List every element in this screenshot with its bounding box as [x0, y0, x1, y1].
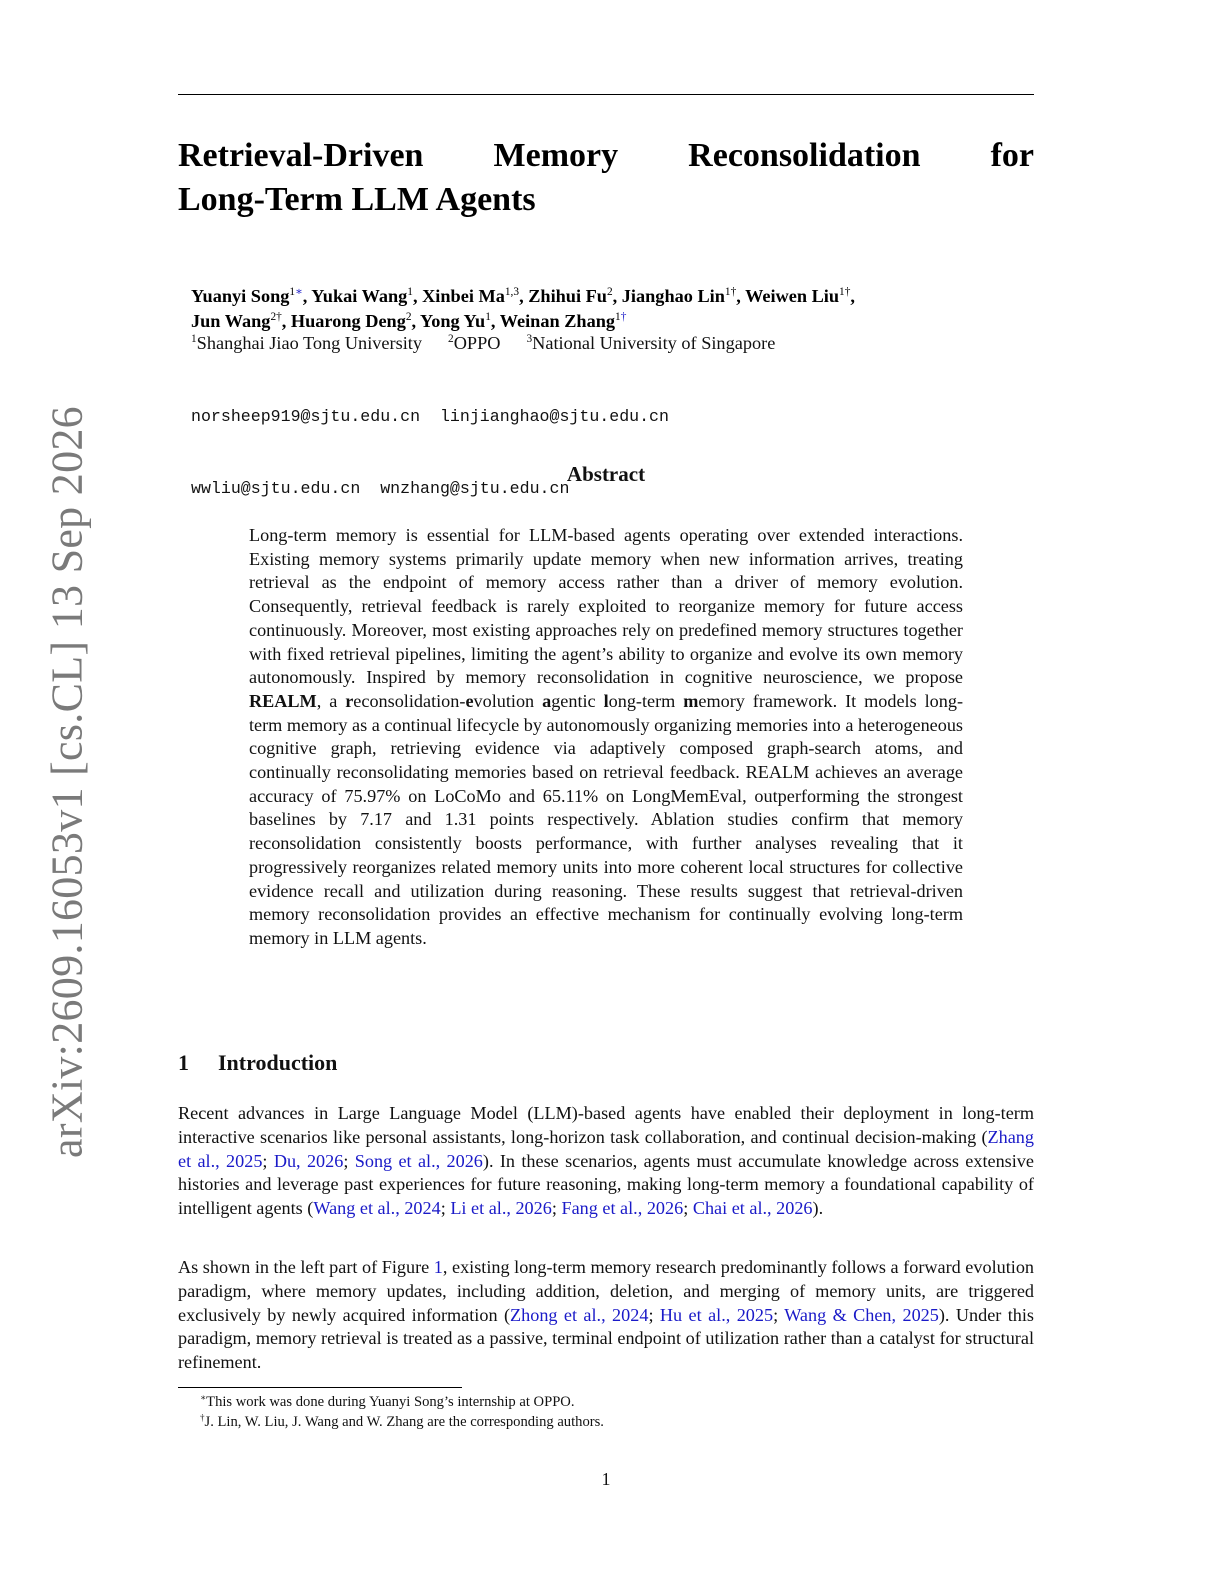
paragraph-text: ). [812, 1198, 824, 1219]
author-separator: , [490, 311, 500, 331]
author-name[interactable]: Xinbei Ma [422, 286, 505, 306]
affiliations [191, 331, 775, 355]
acronym-letter: a [542, 690, 552, 711]
author-name[interactable]: Jun Wang [191, 311, 271, 331]
abstract-body: Long-term memory is essential for LLM-based agents operating over extended interactions. Existing memory systems primarily update memory when new information arrives, treating retrieval as the endpoint of memory access rather than a driver of memory evolution. Consequently, retrieval feedback is rarely exploited to reorganize memory for future access continuously. Moreover, most existing approaches rely on predefined memory structures together with fixed retrieval pipelines, limiting the agent’s ability to organize and evolve its own memory autonomously. Inspired by memory reconsolidation in cognitive neuroscience, we propose REALM, a reconsolidation-evolution agentic long-term memory framework. It models long-term memory as a continual lifecycle by autonomously organizing memories into a heterogeneous cognitive graph, retrieving evidence via adaptively composed graph-search atoms, and continually reconsolidating memories based on retrieval feedback. REALM achieves an average accuracy of 75.97% on LoCoMo and 65.11% on LongMemEval, outperforming the strongest baselines by 7.17 and 1.31 points respectively. Ablation studies confirm that memory reconsolidation consistently boosts performance, with further analyses revealing that it progressively reorganizes related memory units into more coherent local structures for collective evidence recall and utilization during reasoning. These results suggest that retrieval-driven memory reconsolidation provides an effective mechanism for continually evolving long-term memory in LLM agents. [249, 525, 963, 948]
author-list [191, 284, 1051, 334]
author-row-1 [191, 284, 1051, 309]
affiliation-name: Shanghai Jiao Tong University [196, 333, 423, 353]
author-name[interactable]: Yong Yu [420, 311, 486, 331]
acronym-letter: m [683, 690, 699, 711]
footnote-link[interactable]: ∗ [295, 285, 303, 298]
affiliation-number: 2 [448, 332, 454, 345]
footnote-text: This work was done during Yuanyi Song’s internship at OPPO. [206, 1394, 575, 1410]
paper-title [178, 134, 1034, 222]
author-affiliation-mark: 1,3 [504, 285, 520, 298]
author-affiliation-mark: 2 [606, 285, 613, 298]
acronym-word-rest: volution [473, 690, 543, 711]
footnotes [200, 1392, 604, 1432]
acronym-expansion: a reconsolidation-evolution agentic long-term memory framework. [329, 690, 838, 711]
footnote [200, 1392, 604, 1412]
abstract-text-part-2: It models long-term memory as a continual lifecycle by autonomously organizing memories into a heterogeneous cognitive graph, retrieving evidence via adaptively composed graph-search atoms, and continually reconsolidating memories based on retrieval feedback. REALM achieves an average accuracy of 75.97% on LoCoMo and 65.11% on LongMemEval, outperforming the strongest baselines by 7.17 and 1.31 points respectively. Ablation studies confirm that memory reconsolidation consistently boosts performance, with further analyses revealing that it progressively reorganizes related memory units into more coherent local structures for collective evidence recall and utilization during reasoning. These results suggest that retrieval-driven memory reconsolidation provides an effective mechanism for continually evolving long-term memory in LLM agents. [249, 690, 963, 948]
page-number: 1 [601, 1469, 611, 1489]
title-word: for [990, 137, 1034, 174]
paragraph-text: , existing long-term memory research predominantly follows a forward evolution paradigm, where memory updates, including addition, deletion, and merging of memory units, are triggered exclusively by newly acquired information ( [178, 1257, 1035, 1325]
footnote [200, 1412, 604, 1432]
author-affiliation-mark: 1† [839, 285, 851, 298]
footnote-text: J. Lin, W. Liu, J. Wang and W. Zhang are the corresponding authors. [204, 1414, 604, 1430]
author-name[interactable]: Yuanyi Song [191, 286, 290, 306]
intro-paragraph-1 [178, 1102, 1034, 1221]
top-rule [178, 94, 1034, 95]
paragraph-text: ). Under this paradigm, memory retrieval is treated as a passive, terminal endpoint of utilization rather than a catalyst for structural refinement. [178, 1304, 1034, 1373]
affiliation-number: 1 [191, 332, 197, 345]
paragraph-text: Recent advances in Large Language Model (LLM)-based agents have enabled their deployment in long-term interactive scenarios like personal assistants, long-horizon task collaboration, and continual decision-making ( [178, 1103, 1034, 1147]
affiliation-number: 3 [526, 332, 533, 345]
citation-link[interactable]: Zhong et al., 2024 [510, 1304, 649, 1325]
author-separator: , [736, 286, 746, 306]
citation-link[interactable]: Fang et al., 2026 [561, 1198, 684, 1219]
title-line-1 [178, 134, 1034, 178]
citation-link[interactable]: Wang et al., 2024 [313, 1198, 441, 1219]
abstract-heading: Abstract [566, 462, 646, 486]
abstract-text-part-1: Long-term memory is essential for LLM-based agents operating over extended interactions. Existing memory systems primarily update memory when new information arrives, treating retrieval as the endpoint of memory access rather than a driver of memory evolution. Consequently, retrieval feedback is rarely exploited to reorganize memory for future access continuously. Moreover, most existing approaches rely on predefined memory structures together with fixed retrieval pipelines, limiting the agent’s ability to organize and evolve its own memory autonomously. Inspired by memory reconsolidation in cognitive neuroscience, we propose [249, 525, 963, 688]
paragraph-text: ; [551, 1198, 562, 1219]
paragraph-text: ; [440, 1198, 451, 1219]
paragraph-text: ; [683, 1198, 693, 1219]
title-word: Memory [493, 137, 619, 174]
citation-link[interactable]: Song et al., 2026 [354, 1150, 483, 1171]
paragraph-text: ; [773, 1304, 785, 1325]
acronym-word-rest: emory framework. [698, 690, 838, 711]
affiliation-name: National University of Singapore [532, 333, 776, 353]
paragraph-text: ; [648, 1304, 660, 1325]
title-word: Reconsolidation [688, 137, 921, 174]
email-line-2[interactable]: wwliu@sjtu.edu.cn wnzhang@sjtu.edu.cn [191, 479, 570, 498]
author-name[interactable]: Jianghao Lin [621, 286, 725, 306]
author-name[interactable]: Zhihui Fu [528, 286, 607, 306]
author-separator: , [411, 311, 421, 331]
intro-paragraph-2 [178, 1256, 1034, 1375]
acronym-word-rest: ong-term [608, 690, 684, 711]
citation-link[interactable]: 1 [433, 1257, 443, 1277]
author-affiliation-mark: 1 [485, 310, 491, 323]
citation-link[interactable]: Zhang et al., 2025 [178, 1126, 1034, 1171]
affiliation-name: OPPO [453, 333, 501, 353]
title-line-2: Long-Term LLM Agents [178, 181, 536, 218]
author-separator: , [281, 311, 291, 331]
paragraph-text: ). In these scenarios, agents must accumulate knowledge across extensive histories and leverage past experiences for future reasoning, making long-term memory a foundational capability of intelligent agents ( [178, 1150, 1034, 1219]
arxiv-identifier-stamp: arXiv:2609.16053v1 [cs.CL] 13 Sep 2026 [42, 406, 92, 1158]
citation-link[interactable]: Wang & Chen, 2025 [784, 1304, 939, 1325]
citation-link[interactable]: Chai et al., 2026 [692, 1198, 813, 1219]
email-line-1[interactable]: norsheep919@sjtu.edu.cn linjianghao@sjtu.edu.cn [191, 407, 669, 426]
acronym-letter: r [345, 690, 354, 711]
section-title: Introduction [218, 1050, 338, 1075]
citation-link[interactable]: Li et al., 2026 [450, 1198, 552, 1219]
author-affiliation-mark: 1 [407, 285, 413, 298]
author-separator: , [519, 286, 529, 306]
author-separator: , [412, 286, 423, 306]
footnote-rule [178, 1387, 462, 1388]
footnote-link[interactable]: † [620, 310, 627, 323]
author-name[interactable]: Weiwen Liu [745, 286, 840, 306]
section-number: 1 [178, 1050, 189, 1075]
author-affiliation-mark: 1† [724, 285, 737, 298]
acronym-word-rest: gentic [551, 690, 604, 711]
acronym-letter: l [603, 690, 609, 711]
author-affiliation-mark: 2† [270, 310, 282, 323]
author-name[interactable]: Yukai Wang [311, 286, 408, 306]
system-name: REALM [249, 690, 317, 711]
footnote-mark: ∗ [200, 1392, 207, 1403]
author-separator: , [612, 286, 622, 306]
paragraph-text: ; [343, 1150, 355, 1171]
author-emails [191, 357, 669, 525]
citation-link[interactable]: Hu et al., 2025 [659, 1304, 774, 1325]
acronym-word-rest: econsolidation- [353, 690, 466, 711]
paragraph-text: As shown in the left part of Figure [178, 1257, 434, 1277]
title-word: Retrieval-Driven [178, 137, 424, 174]
author-name[interactable]: Weinan Zhang [499, 311, 616, 331]
author-affiliation-mark: 2 [405, 310, 412, 323]
author-affiliation-mark: 1 [289, 285, 296, 298]
footnote-mark: † [200, 1412, 205, 1423]
paragraph-text: ; [262, 1150, 274, 1171]
citation-link[interactable]: Du, 2026 [273, 1150, 344, 1171]
acronym-letter: e [465, 690, 474, 711]
author-affiliation-mark: 1 [615, 310, 621, 323]
author-separator: , [850, 286, 855, 306]
author-name[interactable]: Huarong Deng [290, 311, 406, 331]
section-heading [178, 1048, 337, 1078]
author-separator: , [302, 286, 312, 306]
